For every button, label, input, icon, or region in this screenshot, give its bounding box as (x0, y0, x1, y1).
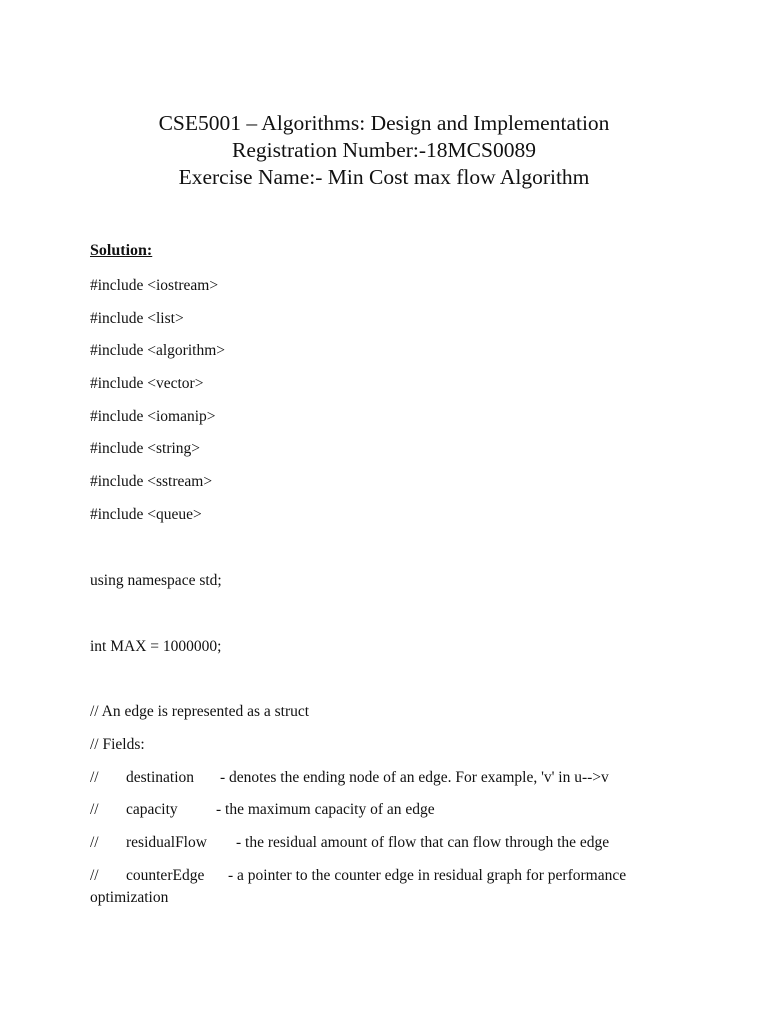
field-name: capacity (126, 801, 178, 818)
comment-struct-line: // An edge is represented as a struct (90, 703, 310, 720)
registration-number: Registration Number:-18MCS0089 (232, 138, 536, 162)
field-name: counterEdge (126, 867, 205, 884)
field-description: - the residual amount of flow that can flow through the edge (236, 834, 610, 851)
include-line: #include <iomanip> (90, 408, 216, 425)
field-name: destination (126, 769, 195, 786)
field-comment-capacity (90, 799, 710, 821)
field-description: - a pointer to the counter edge in residual graph for performance optimization (90, 867, 627, 906)
field-description: - the maximum capacity of an edge (216, 801, 435, 818)
namespace-line: using namespace std; (90, 572, 222, 589)
include-line: #include <queue> (90, 506, 202, 523)
include-line: #include <iostream> (90, 277, 219, 294)
field-comment-destination (90, 767, 710, 789)
include-line: #include <vector> (90, 375, 204, 392)
exercise-name: Exercise Name:- Min Cost max flow Algorithm (178, 165, 590, 189)
max-constant-line: int MAX = 1000000; (90, 638, 222, 655)
field-description: - denotes the ending node of an edge. For example, 'v' in u-->v (220, 769, 609, 786)
include-line: #include <algorithm> (90, 342, 225, 359)
field-comment-residualflow (90, 832, 710, 854)
comment-prefix: // (90, 769, 99, 786)
include-line: #include <string> (90, 440, 201, 457)
include-line: #include <list> (90, 310, 184, 327)
comment-prefix: // (90, 801, 99, 818)
include-line: #include <sstream> (90, 473, 213, 490)
document-header (0, 110, 768, 191)
comment-prefix: // (90, 834, 99, 851)
course-title: CSE5001 – Algorithms: Design and Implementation (158, 111, 610, 135)
comment-fields-line: // Fields: (90, 736, 145, 753)
field-name: residualFlow (126, 834, 207, 851)
field-comment-counteredge (90, 865, 690, 909)
comment-prefix: // (90, 867, 99, 884)
solution-heading: Solution: (90, 242, 153, 259)
